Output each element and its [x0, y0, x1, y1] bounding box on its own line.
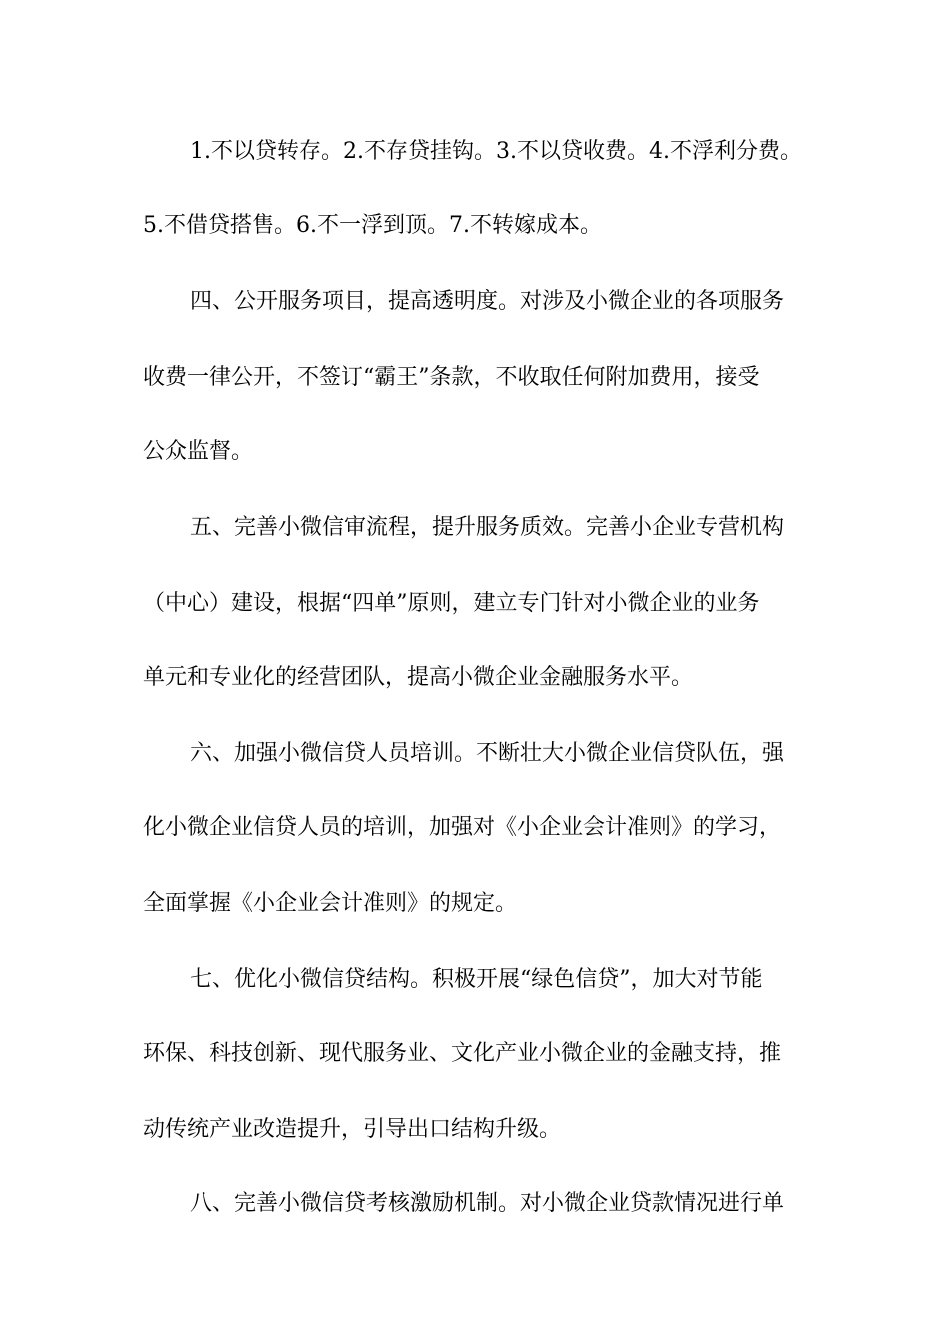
paragraph-six-start: 六、加强小微信贷人员培训。不断壮大小微企业信贷队伍，强: [190, 741, 785, 766]
text-line: 1.不以贷转存。2.不存贷挂钩。3.不以贷收费。4.不浮利分费。: [190, 139, 802, 164]
text-line: 全面掌握《小企业会计准则》的规定。: [143, 891, 518, 916]
text-line: 动传统产业改造提升，引导出口结构升级。: [143, 1117, 562, 1142]
paragraph-seven-start: 七、优化小微信贷结构。积极开展“绿色信贷”，加大对节能: [190, 967, 763, 992]
text-line: 公众监督。: [143, 439, 254, 464]
text-line: 单元和专业化的经营团队，提高小微企业金融服务水平。: [143, 665, 694, 690]
text-line: 环保、科技创新、现代服务业、文化产业小微企业的金融支持，推: [143, 1041, 782, 1066]
paragraph-five-start: 五、完善小微信审流程，提升服务质效。完善小企业专营机构: [190, 515, 785, 540]
text-line: 5.不借贷搭售。6.不一浮到顶。7.不转嫁成本。: [143, 213, 602, 238]
text-line: （中心）建设，根据“四单”原则，建立专门针对小微企业的业务: [143, 591, 760, 616]
text-line: 收费一律公开，不签订“霸王”条款，不收取任何附加费用，接受: [143, 365, 760, 390]
text-line: 化小微企业信贷人员的培训，加强对《小企业会计准则》的学习，: [143, 815, 782, 840]
paragraph-eight-start: 八、完善小微信贷考核激励机制。对小微企业贷款情况进行单: [190, 1191, 785, 1216]
paragraph-four-start: 四、公开服务项目，提高透明度。对涉及小微企业的各项服务: [190, 289, 785, 314]
